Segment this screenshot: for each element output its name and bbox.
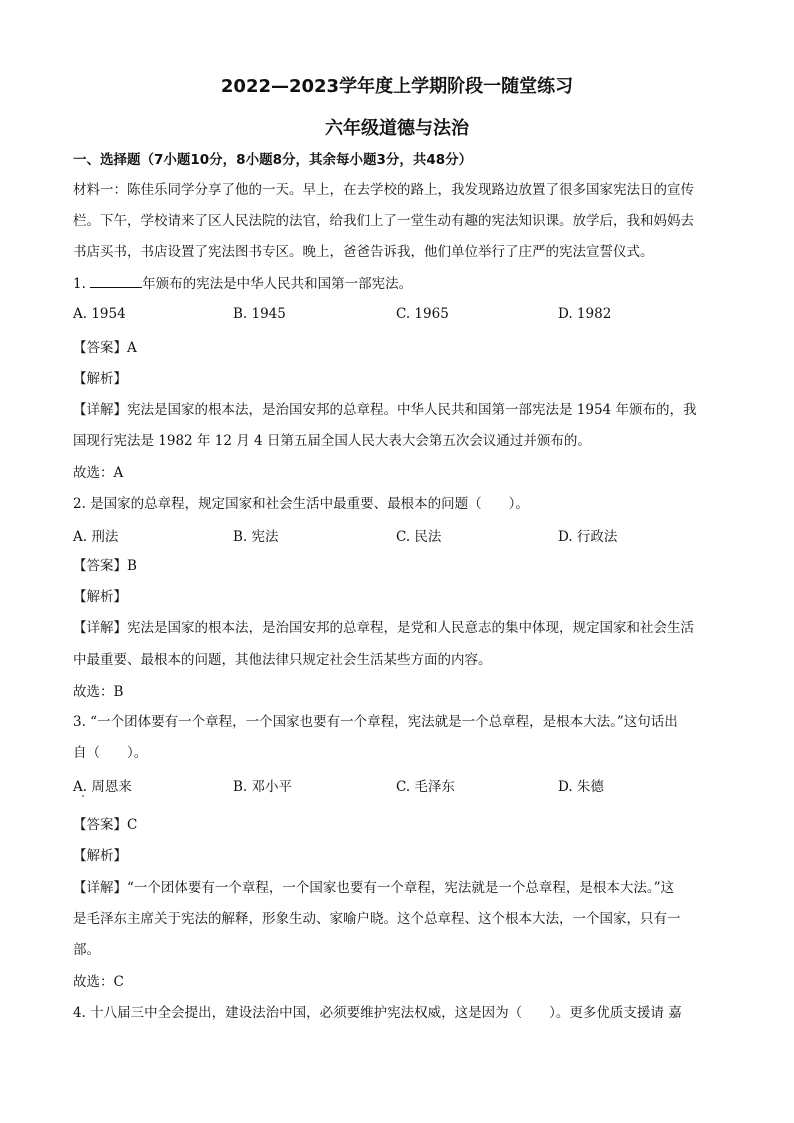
question-2-stem: 2. 是国家的总章程，规定国家和社会生活中最重要、最根本的问题（ ）。	[73, 496, 529, 512]
question-1-number: 1.	[73, 276, 91, 292]
question-2-option-d: D. 行政法	[558, 529, 618, 545]
question-3-answer: 【答案】C	[73, 817, 138, 833]
question-3-detail: 是毛泽东主席关于宪法的解释，形象生动、家喻户晓。这个总章程、这个根本大法，一个国家，只有一	[73, 911, 681, 927]
document-title: 2022—2023学年度上学期阶段一随堂练习	[220, 76, 574, 97]
question-1-answer: 【答案】A	[73, 340, 137, 356]
question-1-option-b: B. 1945	[233, 306, 286, 322]
question-1-detail: 【详解】宪法是国家的根本法，是治国安邦的总章程。中华人民共和国第一部宪法是 1954 年颁布的，我	[73, 402, 697, 418]
material-line: 材料一：陈佳乐同学分享了他的一天。早上，在去学校的路上，我发现路边放置了很多国家宪法日的宣传	[73, 182, 694, 198]
material-line: 书店买书，书店设置了宪法图书专区。晚上，爸爸告诉我，他们单位举行了庄严的宪法宣誓仪式。	[73, 244, 654, 260]
question-1-stem	[73, 274, 723, 294]
question-2-option-c: C. 民法	[396, 529, 442, 545]
question-2-detail: 中最重要、最根本的问题，其他法律只规定社会生活某些方面的内容。	[73, 652, 492, 668]
material-line: 栏。下午，学校请来了区人民法院的法官，给我们上了一堂生动有趣的宪法知识课。放学后，我和妈妈去	[73, 213, 694, 229]
question-3-stem: 自（ ）。	[73, 745, 148, 761]
question-3-option-b: B. 邓小平	[233, 779, 293, 795]
question-3-detail: 【详解】“一个团体要有一个章程，一个国家也要有一个章程，宪法就是一个总章程，是根本大法。”这	[73, 880, 675, 896]
question-2-detail: 【详解】宪法是国家的根本法，是治国安邦的总章程，是党和人民意志的集中体现，规定国家和社会生活	[73, 620, 694, 636]
question-3-option-d: D. 朱德	[558, 779, 604, 795]
question-1-detail: 国现行宪法是 1982 年 12 月 4 日第五届全国人民大表大会第五次会议通过并颁布的。	[73, 433, 591, 449]
question-1-option-c: C. 1965	[396, 306, 449, 322]
question-3-detail: 部。	[73, 942, 100, 958]
question-2-option-a: A. 刑法	[73, 529, 119, 545]
question-2-answer: 【答案】B	[73, 558, 137, 574]
answer-blank	[90, 275, 142, 288]
question-1-analysis: 【解析】	[73, 371, 127, 387]
question-3-option-c: C. 毛泽东	[396, 779, 455, 795]
question-1-text: 年颁布的宪法是中华人民共和国第一部宪法。	[142, 276, 413, 292]
question-3-choice: 故选：C	[73, 974, 124, 990]
question-3-analysis: 【解析】	[73, 848, 127, 864]
question-2-analysis: 【解析】	[73, 589, 127, 605]
question-4-stem: 4. 十八届三中全会提出，建设法治中国，必须要维护宪法权威，这是因为（ ）。更多优质支援请 嘉	[73, 1005, 682, 1021]
question-2-choice: 故选：B	[73, 684, 124, 700]
question-2-option-b: B. 宪法	[233, 529, 279, 545]
document-subtitle: 六年级道德与法治	[325, 118, 469, 139]
question-3-option-a: A. 周恩来	[73, 779, 132, 795]
question-1-option-d: D. 1982	[558, 306, 612, 322]
question-3-stem: 3. “一个团体要有一个章程，一个国家也要有一个章程，宪法就是一个总章程，是根本大法。”这句话出	[73, 714, 678, 730]
question-1-choice: 故选：A	[73, 465, 124, 481]
section-heading: 一、选择题（7小题10分，8小题8分，其余每小题3分，共48分）	[73, 152, 473, 168]
scan-speck	[82, 795, 84, 797]
question-1-option-a: A. 1954	[73, 306, 126, 322]
